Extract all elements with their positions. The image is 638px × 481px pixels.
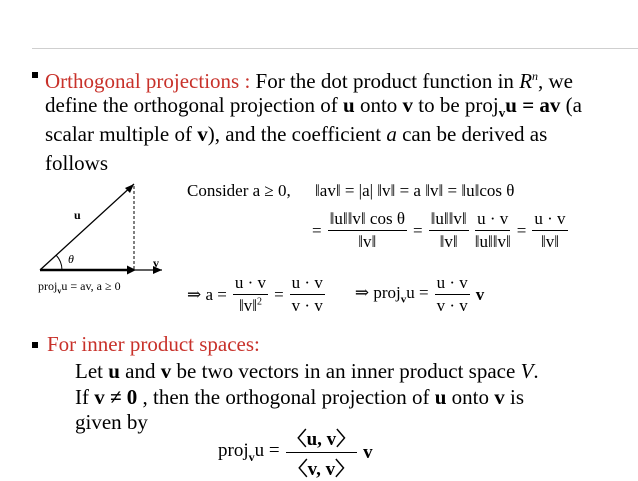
section2-line3: given by: [75, 410, 148, 434]
section1-line1-end: , we: [538, 69, 574, 93]
caption-proj: proj: [38, 279, 58, 293]
vec-v: v: [402, 93, 414, 117]
derivation-consider: Consider a ≥ 0,: [187, 181, 291, 200]
eq2-equals-2: =: [413, 220, 423, 240]
rn-sup: n: [532, 69, 539, 83]
s2-and: and: [119, 359, 161, 383]
eq3-den2: v · v: [291, 296, 323, 315]
inner-product-formula: [218, 424, 373, 481]
eq2-equals-3: =: [516, 220, 527, 240]
eq3-num1: u · v: [233, 273, 268, 295]
eq3-implies-proj: ⇒ proj: [354, 283, 401, 303]
theta-arc: [56, 255, 62, 270]
eq3-proj-lhs: [355, 283, 429, 305]
eq3-den1-wrap: [239, 295, 262, 316]
coef-a: a: [386, 122, 397, 146]
section1-heading: Orthogonal projections :: [45, 69, 251, 93]
vec-u: u: [343, 93, 355, 117]
section1-line1-text: For the dot product function in: [255, 69, 520, 93]
eq2-num1: ‖u‖‖v‖ cos θ: [328, 209, 407, 231]
line3-text-c: can be derived as: [396, 122, 548, 146]
diagram-u-label: u: [74, 208, 81, 222]
eq3-den3: v · v: [436, 296, 468, 315]
caption-sub: v: [57, 286, 62, 296]
s2-space-V: V: [520, 359, 534, 383]
s2-condition: v ≠ 0: [94, 385, 138, 409]
eq-av: = av: [516, 93, 561, 117]
eq3-equals: =: [274, 284, 284, 304]
s2-onto: onto: [446, 385, 495, 409]
proj-arrowhead-icon: [127, 266, 136, 275]
eq3-den1-sup: 2: [257, 296, 262, 308]
diagram-theta: θ: [68, 252, 74, 266]
eq3-u-eq: u =: [406, 283, 429, 303]
eq2-frac1: [328, 209, 407, 252]
formula-proj: proj: [218, 440, 249, 462]
line3-text-a: scalar multiple of: [45, 122, 198, 146]
eq3-sub: v: [400, 293, 407, 306]
line2-onto: onto: [354, 93, 403, 117]
u-arrow-line: [40, 184, 134, 270]
section1-line4: follows: [45, 151, 108, 175]
eq3-num2: u · v: [290, 273, 325, 295]
vec-v2: v: [197, 122, 208, 146]
proj-sub-v: v: [498, 105, 506, 121]
eq2-frac4: [532, 209, 567, 252]
diagram-v-label: v: [153, 256, 159, 270]
s2-u: u: [108, 359, 120, 383]
s2-if: If: [75, 385, 95, 409]
derivation-eq1: ‖av‖ = |a| ‖v‖ = a ‖v‖ = ‖u‖cos θ: [315, 181, 515, 200]
eq2-num3: u · v: [475, 209, 510, 231]
eq3-frac1: [233, 273, 268, 316]
line3-text-b: ), and the coefficient: [207, 122, 387, 146]
formula-frac: [286, 424, 358, 481]
derivation-eq3: [187, 273, 484, 316]
s2-is: is: [504, 385, 525, 409]
s2-line2-b: , then the orthogonal projection of: [137, 385, 435, 409]
bullet-1: [32, 72, 38, 78]
eq3-frac2: [290, 273, 325, 316]
paren-a: (a: [560, 93, 582, 117]
eq2-frac2: [429, 209, 469, 252]
eq2-den3: ‖u‖‖v‖: [474, 232, 511, 251]
bullet-2: [32, 342, 38, 348]
eq3-implies-a: ⇒ a =: [187, 284, 227, 304]
s2-period: .: [533, 359, 539, 383]
eq2-frac3: [475, 209, 511, 252]
section2-heading: For inner product spaces:: [47, 332, 260, 356]
eq2-den1: ‖v‖: [358, 232, 377, 251]
line2-text-a: define the orthogonal projection of: [45, 93, 343, 117]
line2-to-be: to be proj: [413, 93, 499, 117]
proj-u: u: [505, 93, 517, 117]
section1-line3: [45, 120, 547, 149]
formula-sub: v: [248, 449, 255, 464]
derivation-eq2: [312, 209, 568, 252]
eq2-num2: ‖u‖‖v‖: [429, 209, 469, 231]
formula-num: 〈u, v〉: [286, 424, 358, 453]
section2-line1: [75, 357, 539, 386]
rn-base: R: [519, 69, 533, 93]
eq3-v: v: [475, 284, 485, 304]
diagram-caption: [38, 279, 121, 295]
eq3-den1: ‖v‖: [238, 296, 257, 315]
formula-u-eq: u =: [254, 440, 280, 462]
formula-den: 〈v, v〉: [288, 459, 355, 480]
s2-let: Let: [75, 359, 109, 383]
s2-v2: v: [494, 385, 505, 409]
eq2-den4: ‖v‖: [540, 232, 559, 251]
eq3-num3: u · v: [435, 273, 470, 295]
formula-lhs: [218, 440, 280, 465]
eq3-frac3: [435, 273, 470, 316]
formula-v: v: [363, 441, 373, 463]
caption-rest: u = av, a ≥ 0: [61, 279, 121, 293]
s2-line1-b: be two vectors in an inner product space: [171, 359, 521, 383]
s2-u2: u: [434, 385, 447, 409]
top-divider: [32, 48, 638, 49]
eq2-num4: u · v: [532, 209, 567, 231]
eq2-den2: ‖v‖: [439, 232, 458, 251]
s2-v: v: [160, 359, 172, 383]
eq2-equals-1: =: [312, 220, 322, 240]
